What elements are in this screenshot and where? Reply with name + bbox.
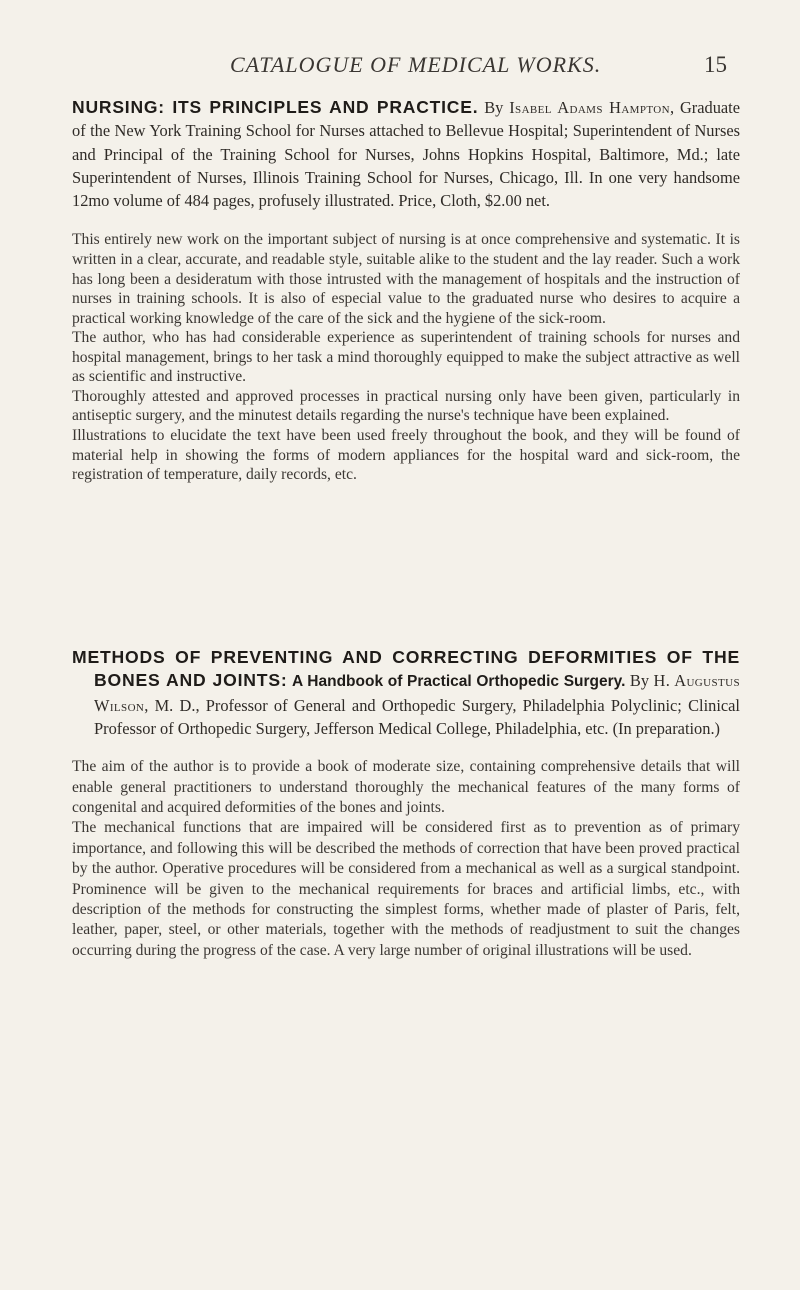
- entry-description: [72, 230, 740, 484]
- entry-description: [72, 757, 740, 961]
- entry-credentials: , Graduate of the New York Training School for Nurses attached to Bellevue Hospital; Superintendent of Nurses and Principal of the Training School for Nurses, Johns Hopkins Hospital, Baltimore, Md.; late Superintendent of Nurses, Illinois Training School for Nurses, Chicago, Ill. In one very handsome 12mo volume of 484 pages, profusely illustrated. Price, Cloth, $2.00 net.: [72, 98, 741, 211]
- entry-heading: [72, 96, 740, 212]
- entry-subtitle: A Handbook of Practical Orthopedic Surgery.: [292, 673, 626, 691]
- entry-by: By: [629, 671, 650, 691]
- entry-title: NURSING: ITS PRINCIPLES AND PRACTICE.: [72, 97, 479, 117]
- description-paragraph: Illustrations to elucidate the text have been used freely throughout the book, and they will be found of material help in showing the forms of modern appliances for the hospital ward and sick-room, the registration of temperature, daily records, etc.: [72, 426, 740, 484]
- running-title: CATALOGUE OF MEDICAL WORKS.: [230, 52, 602, 77]
- entry-credentials: , M. D., Professor of General and Orthopedic Surgery, Philadelphia Polyclinic; Clinical Professor of Orthopedic Surgery, Jefferson Medical College, Philadelphia, etc. (In preparation.): [94, 695, 740, 738]
- entry-by: By: [484, 98, 504, 117]
- running-head: [0, 52, 800, 82]
- description-paragraph: The author, who has had considerable experience as superintendent of training schools for nurses and hospital management, brings to her task a mind thoroughly equipped to make the subject attractive as well as scientific and instructive.: [72, 329, 740, 386]
- entry-heading: [72, 646, 740, 740]
- description-paragraph: The mechanical functions that are impaired will be considered first as to prevention as of primary importance, and following this will be described the methods of correction that have been proved practical by the author. Operative procedures will be considered from a mechanical as well as a surgical standpoint. Prominence will be given to the mechanical requirements for braces and artificial limbs, etc., with description of the methods for constructing the simplest forms, whether made of plaster of Paris, felt, leather, paper, steel, or other materials, together with the methods of readjustment to suit the changes occurring during the progress of the case. A very large number of original illustrations will be used.: [72, 819, 740, 959]
- page-number: 15: [704, 52, 727, 77]
- entry-title: METHODS OF PREVENTING AND CORRECTING DEFORMITIES OF THE BONES AND JOINTS:: [72, 647, 740, 691]
- entry-author: H. Augustus Wilson: [94, 671, 740, 715]
- description-paragraph: The aim of the author is to provide a book of moderate size, containing comprehensive details that will enable general practitioners to understand thoroughly the mechanical features of the many forms of congenital and acquired deformities of the bones and joints.: [72, 758, 740, 816]
- catalogue-entry-nursing: [72, 96, 740, 485]
- entry-author: Isabel Adams Hampton: [509, 98, 670, 117]
- description-paragraph: This entirely new work on the important subject of nursing is at once comprehensive and systematic. It is written in a clear, accurate, and readable style, suitable alike to the student and the lay reader. Such a work has long been a desideratum with those intrusted with the management of hospitals and the instruction of nurses in training schools. It is also of especial value to the graduated nurse who desires to acquire a practical working knowledge of the care of the sick and the hygiene of the sick-room.: [72, 231, 740, 327]
- catalogue-entry-deformities: [72, 646, 740, 961]
- description-paragraph: Thoroughly attested and approved processes in practical nursing only have been given, particularly in antiseptic surgery, and the minutest details regarding the nurse's technique have been explained.: [72, 387, 740, 425]
